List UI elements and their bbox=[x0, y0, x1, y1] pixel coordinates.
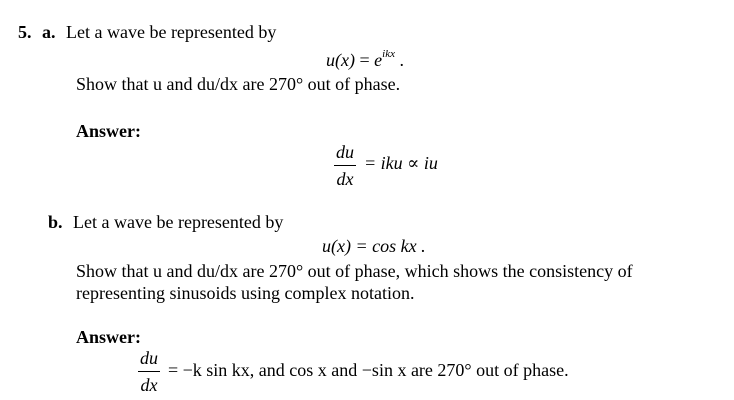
equation-a-exponent: ikx bbox=[382, 48, 395, 60]
fraction-b bbox=[138, 348, 160, 395]
equation-a-lhs: u(x) bbox=[326, 50, 355, 70]
fraction-a bbox=[334, 142, 356, 189]
fraction-b-numerator: du bbox=[140, 348, 158, 368]
fraction-a-bar bbox=[334, 165, 356, 166]
statement-b-line1: Show that u and du/dx are 270° out of phase, which shows the consistency of bbox=[76, 261, 633, 281]
equation-a bbox=[326, 48, 404, 71]
answer-a-rhs: = iku ∝ iu bbox=[364, 153, 438, 173]
fraction-a-denominator: dx bbox=[336, 169, 354, 189]
answer-b-rhs: = −k sin kx, and cos x and −sin x are 270° out of phase. bbox=[168, 360, 569, 380]
answer-label-b: Answer: bbox=[76, 327, 141, 347]
problem-header-b bbox=[48, 212, 283, 233]
intro-b: Let a wave be represented by bbox=[73, 212, 284, 232]
part-label-b: b. bbox=[48, 212, 63, 232]
part-label-a: a. bbox=[42, 22, 56, 42]
fraction-b-bar bbox=[138, 371, 160, 372]
statement-b-line2: representing sinusoids using complex notation. bbox=[76, 283, 415, 303]
equation-b: u(x) = cos kx . bbox=[322, 236, 426, 256]
equation-a-equals: = bbox=[354, 50, 375, 70]
problem-header-a bbox=[18, 22, 276, 43]
intro-a: Let a wave be represented by bbox=[66, 22, 277, 42]
equation-a-base: e bbox=[374, 50, 383, 70]
statement-a: Show that u and du/dx are 270° out of phase. bbox=[76, 74, 401, 94]
answer-label-a: Answer: bbox=[76, 121, 141, 141]
fraction-a-numerator: du bbox=[336, 142, 354, 162]
problem-number: 5. bbox=[18, 22, 32, 42]
fraction-b-denominator: dx bbox=[140, 375, 158, 395]
equation-a-end: . bbox=[394, 50, 404, 70]
